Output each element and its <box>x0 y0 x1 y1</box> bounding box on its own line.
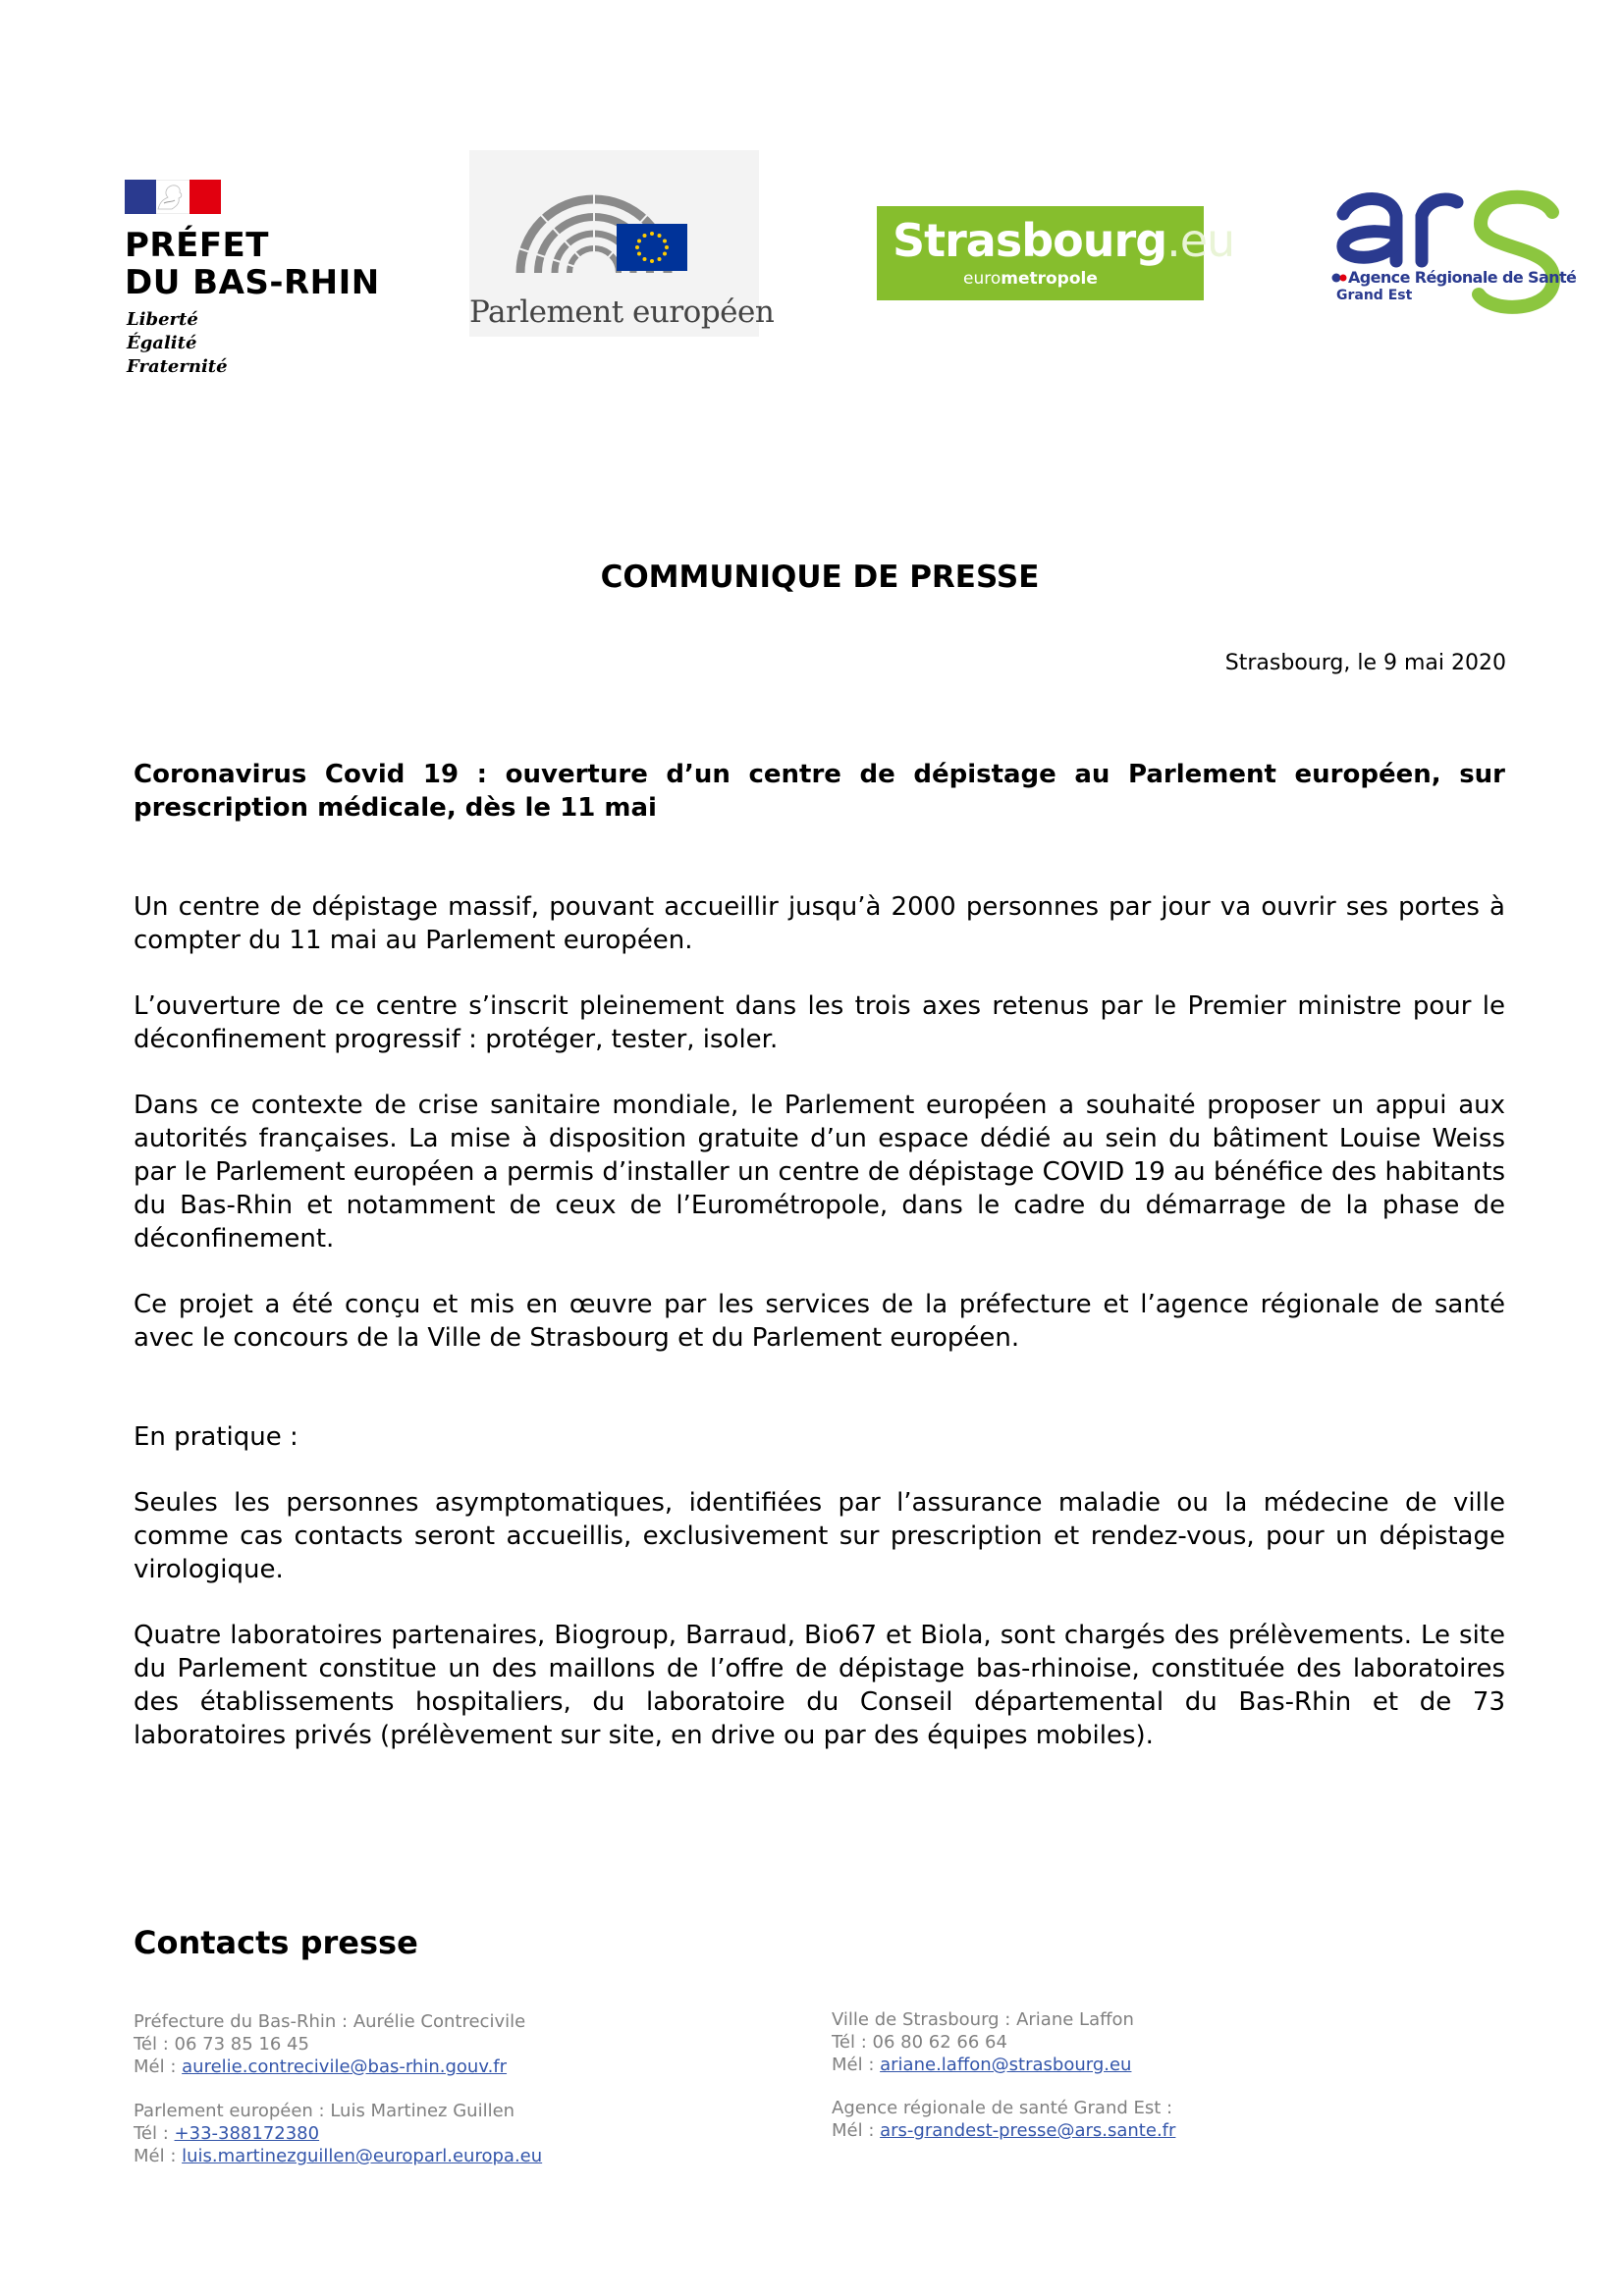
prefet-bas-rhin-logo <box>125 178 380 384</box>
contact-prefecture-mail-link[interactable]: aurelie.contrecivile@bas-rhin.gouv.fr <box>182 2056 508 2077</box>
press-release-subject: Coronavirus Covid 19 : ouverture d’un centre de dépistage au Parlement européen, sur prescription médicale, dès le 11 mai <box>134 760 1505 823</box>
contact-prefecture-tel: Tél : 06 73 85 16 45 <box>134 2034 309 2055</box>
ars-grand-est-logo <box>1331 185 1577 322</box>
prefet-title-line2: DU BAS-RHIN <box>125 263 380 302</box>
contacts-title: Contacts presse <box>134 1924 418 1961</box>
european-parliament-logo <box>469 150 775 337</box>
motto-egalite: Égalité <box>127 333 197 353</box>
contact-prefecture <box>134 2010 525 2078</box>
strasbourg-eu-logo <box>877 206 1235 300</box>
paragraph-6 <box>134 1486 1505 1586</box>
contact-parlement-mail-label: Mél : <box>134 2146 183 2166</box>
paragraph-6-text: Seules les personnes asymptomatiques, identifiées par l’assurance maladie ou la médecine de ville comme cas contacts seront accueillis, exclusivement sur prescription et rendez-vous, pour un dépistage virologique. <box>134 1488 1505 1584</box>
ars-logo-region: Grand Est <box>1336 288 1413 303</box>
contact-ville-mail-label: Mél : <box>832 2055 881 2075</box>
contact-ville <box>832 2008 1134 2076</box>
paragraph-5 <box>134 1420 1505 1454</box>
contact-parlement-mail-link[interactable]: luis.martinezguillen@europarl.europa.eu <box>182 2146 543 2166</box>
ars-dots-icon <box>1331 272 1347 284</box>
strasbourg-logo-main: Strasbourg <box>893 214 1167 267</box>
paragraph-1 <box>134 890 1505 957</box>
contact-parlement-name: Parlement européen : Luis Martinez Guillen <box>134 2101 515 2121</box>
contact-ars-mail-link[interactable]: ars-grandest-presse@ars.sante.fr <box>880 2120 1176 2141</box>
paragraph-5-text: En pratique : <box>134 1422 298 1452</box>
prefet-title-line1: PRÉFET <box>125 226 269 265</box>
paragraph-2 <box>134 989 1505 1056</box>
contact-ars-mail-label: Mél : <box>832 2120 881 2141</box>
contact-ars <box>832 2097 1175 2142</box>
republic-motto <box>127 308 228 379</box>
paragraph-3-text: Dans ce contexte de crise sanitaire mondiale, le Parlement européen a souhaité proposer un appui aux autorités françaises. La mise à disposition gratuite d’un espace dédié au sein du bâtiment Louise Weiss par le Parlement européen a permis d’installer un centre de dépistage COVID 19 au bénéfice des habitants du Bas-Rhin et notamment de ceux de l’Eurométropole, dans le cadre du démarrage de la phase de déconfinement. <box>134 1091 1505 1254</box>
document-date: Strasbourg, le 9 mai 2020 <box>1224 651 1506 675</box>
strasbourg-logo-sub-prefix: euro <box>963 269 1001 289</box>
parliament-logo-text: Parlement européen <box>469 294 775 330</box>
motto-liberte: Liberté <box>127 309 198 330</box>
paragraph-1-text: Un centre de dépistage massif, pouvant accueillir jusqu’à 2000 personnes par jour va ouvrir ses portes à compter du 11 mai au Parlement européen. <box>134 892 1505 955</box>
strasbourg-logo-suffix: .eu <box>1166 214 1235 267</box>
french-flag-icon <box>125 180 221 214</box>
paragraph-4-text: Ce projet a été conçu et mis en œuvre par les services de la préfecture et l’agence régionale de santé avec le concours de la Ville de Strasbourg et du Parlement européen. <box>134 1290 1505 1353</box>
contact-prefecture-mail-label: Mél : <box>134 2056 183 2077</box>
marianne-icon <box>150 180 188 214</box>
paragraph-2-text: L’ouverture de ce centre s’inscrit pleinement dans les trois axes retenus par le Premier ministre pour le déconfinement progressif : protéger, tester, isoler. <box>134 991 1505 1054</box>
contact-parlement-tel-link[interactable]: +33-388172380 <box>174 2123 320 2144</box>
motto-fraternite: Fraternité <box>127 356 228 377</box>
paragraph-7-text: Quatre laboratoires partenaires, Biogroup, Barraud, Bio67 et Biola, sont chargés des prélèvements. Le site du Parlement constitue un des maillons de l’offre de dépistage bas-rhinoise, constituée des laboratoires des établissements hospitaliers, du laboratoire du Conseil départemental du Bas-Rhin et de 73 laboratoires privés (prélèvement sur site, en drive ou par des équipes mobiles). <box>134 1621 1505 1750</box>
paragraph-7 <box>134 1619 1505 1752</box>
contact-parlement-tel-label: Tél : <box>134 2123 175 2144</box>
contact-ville-tel: Tél : 06 80 62 66 64 <box>832 2032 1007 2053</box>
ars-logo-name: Agence Régionale de Santé <box>1348 268 1577 287</box>
eu-flag-icon <box>617 224 687 271</box>
document-title: COMMUNIQUE DE PRESSE <box>600 560 1040 595</box>
contact-parlement <box>134 2100 542 2167</box>
paragraph-4 <box>134 1288 1505 1355</box>
contact-ville-name: Ville de Strasbourg : Ariane Laffon <box>832 2009 1134 2030</box>
contact-ars-name: Agence régionale de santé Grand Est : <box>832 2098 1173 2118</box>
contact-prefecture-name: Préfecture du Bas-Rhin : Aurélie Contrecivile <box>134 2011 526 2032</box>
strasbourg-logo-sub-bold: metropole <box>1001 269 1098 289</box>
paragraph-3 <box>134 1089 1505 1255</box>
contact-ville-mail-link[interactable]: ariane.laffon@strasbourg.eu <box>880 2055 1132 2075</box>
